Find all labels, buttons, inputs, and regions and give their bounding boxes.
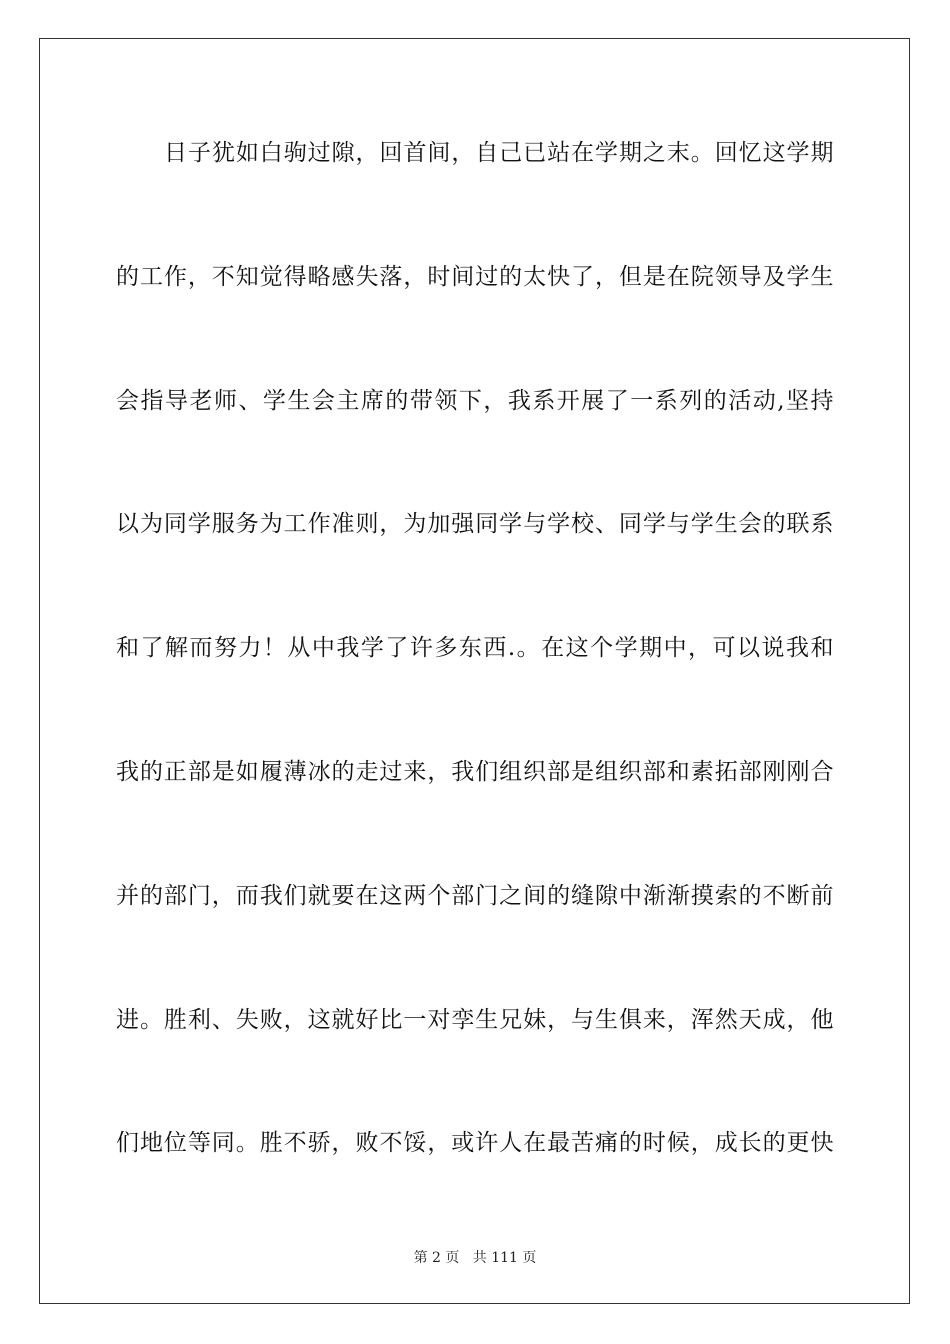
paragraph-line: 的工作，不知觉得略感失落，时间过的太快了，但是在院领导及学生: [116, 263, 834, 290]
paragraph-line: 并的部门，而我们就要在这两个部门之间的缝隙中渐渐摸索的不断前: [116, 882, 834, 909]
page-number: 第 2 页: [413, 1250, 460, 1266]
paragraph-line: 们地位等同。胜不骄，败不馁，或许人在最苦痛的时候，成长的更快: [116, 1130, 834, 1157]
page-total: 共 111 页: [472, 1250, 537, 1266]
document-body: [116, 125, 834, 1239]
paragraph-line: 会指导老师、学生会主席的带领下，我系开展了一系列的活动,坚持: [116, 387, 834, 414]
page-footer: [0, 1247, 950, 1267]
paragraph-line: 我的正部是如履薄冰的走过来，我们组织部是组织部和素拓部刚刚合: [116, 758, 834, 785]
paragraph-line: 和了解而努力！从中我学了许多东西.。在这个学期中，可以说我和: [116, 635, 834, 662]
paragraph-line: 进。胜利、失败，这就好比一对孪生兄妹，与生俱来，浑然天成，他: [116, 1006, 834, 1033]
paragraph-line: 日子犹如白驹过隙，回首间，自己已站在学期之末。回忆这学期: [164, 140, 834, 166]
paragraph-line: 以为同学服务为工作准则，为加强同学与学校、同学与学生会的联系: [116, 511, 834, 538]
